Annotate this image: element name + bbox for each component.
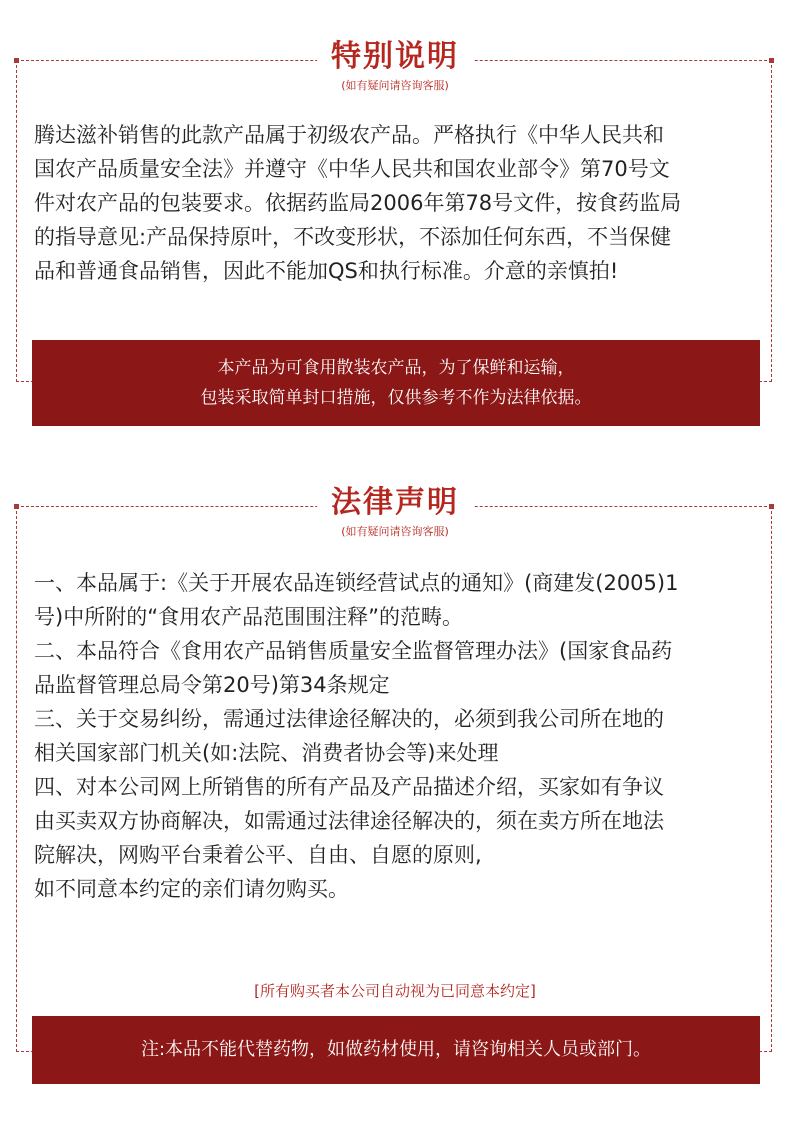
body-line: 如不同意本约定的亲们请勿购买。 <box>34 877 349 901</box>
special-notice-body <box>34 118 760 288</box>
body-line: 号)中所附的“食用农产品范围围注释”的范畴。 <box>34 605 463 629</box>
section-subtitle: (如有疑问请咨询客服) <box>341 525 449 538</box>
body-line: 院解决，网购平台秉着公平、自由、自愿的原则, <box>34 843 482 867</box>
body-line: 品和普通食品销售，因此不能加QS和执行标准。介意的亲慎拍! <box>34 259 619 283</box>
body-line: 四、对本公司网上所销售的所有产品及产品描述介绍，买家如有争议 <box>34 775 664 799</box>
banner-line: 包装采取简单封口措施，仅供参考不作为法律依据。 <box>200 388 592 408</box>
section-subtitle: (如有疑问请咨询客服) <box>341 79 449 92</box>
body-line: 国农产品质量安全法》并遵守《中华人民共和国农业部令》第70号文 <box>34 157 670 181</box>
special-notice-banner <box>32 340 760 426</box>
body-line: 品监督管理总局令第20号)第34条规定 <box>34 673 390 697</box>
body-line: 腾达滋补销售的此款产品属于初级农产品。严格执行《中华人民共和 <box>34 123 664 147</box>
body-line: 由买卖双方协商解决，如需通过法律途径解决的，须在卖方所在地法 <box>34 809 664 833</box>
section-title: 法律声明 <box>331 485 459 520</box>
body-line: 相关国家部门机关(如:法院、消费者协会等)来处理 <box>34 741 499 765</box>
body-line: 三、关于交易纠纷，需通过法律途径解决的，必须到我公司所在地的 <box>34 707 664 731</box>
body-line: 一、本品属于:《关于开展农品连锁经营试点的通知》(商建发(2005)1 <box>34 571 679 595</box>
legal-statement-heading <box>0 484 790 540</box>
body-line: 件对农产品的包装要求。依据药监局2006年第78号文件，按食药监局 <box>34 191 682 215</box>
body-line: 二、本品符合《食用农产品销售质量安全监督管理办法》(国家食品药 <box>34 639 673 663</box>
body-line: 的指导意见:产品保持原叶，不改变形状，不添加任何东西，不当保健 <box>34 225 672 249</box>
legal-statement-body <box>34 566 760 906</box>
section-title: 特别说明 <box>331 39 459 74</box>
legal-statement-banner: 注:本品不能代替药物，如做药材使用，请咨询相关人员或部门。 <box>32 1016 760 1084</box>
banner-line: 本产品为可食用散装农产品，为了保鲜和运输， <box>217 358 575 378</box>
agreement-note: [所有购买者本公司自动视为已同意本约定] <box>254 982 536 1000</box>
special-notice-heading <box>0 38 790 94</box>
